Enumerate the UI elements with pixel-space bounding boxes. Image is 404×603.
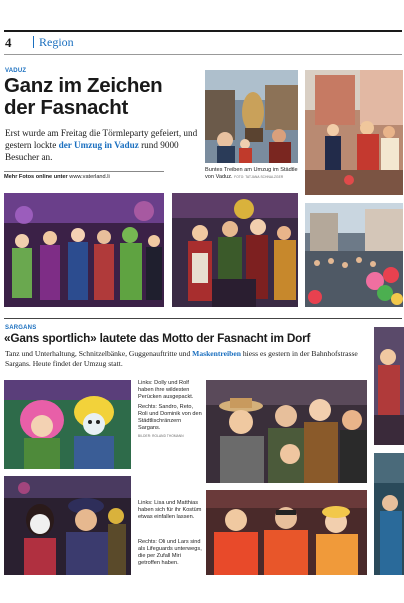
vaduz-lead-link[interactable]: der Umzug in Vaduz: [58, 140, 139, 150]
vaduz-lead-rule: [4, 171, 164, 172]
header-top-rule: [4, 30, 402, 32]
header-bottom-rule: [4, 54, 402, 55]
vaduz-caption-credit: FOTO: TATJANA SCHNALZGER: [234, 174, 284, 179]
sargans-lead: [5, 349, 367, 369]
vaduz-photo-monument: [205, 70, 298, 163]
vaduz-photo-party-group: [4, 193, 164, 307]
vaduz-more-photos-url[interactable]: www.vaterland.li: [69, 174, 110, 180]
vaduz-lead: [5, 127, 201, 163]
sargans-headline: [4, 331, 372, 345]
sargans-photo-dolly-rolf: [4, 380, 131, 469]
sargans-photo-edge-bottom: [374, 453, 404, 575]
vaduz-lead-text-2: rund 9000 Besucher an.: [5, 140, 179, 162]
sargans-photo-staedtlischraenzer: [206, 380, 367, 483]
sargans-headline-quote: «Gans sportlich»: [4, 331, 97, 345]
section-title: Region: [39, 35, 74, 49]
sargans-caption-1: Links: Dolly und Rolf haben ihre wildesten Perücken ausgepackt.: [138, 380, 194, 400]
sargans-lead-link[interactable]: Maskentreiben: [192, 349, 241, 358]
section-divider: [33, 36, 34, 48]
sargans-headline-rest: lautete das Motto der Fasnacht im Dorf: [99, 331, 311, 345]
vaduz-more-photos: [4, 174, 110, 180]
sargans-kicker: SARGANS: [5, 325, 37, 331]
sargans-caption-4: Rechts: Oli und Lars sind als Lifeguards unterwegs, die per Zufall Miri getroffen haben.: [138, 539, 202, 566]
page-number: 4: [5, 35, 12, 50]
vaduz-caption-top: [205, 167, 301, 180]
vaduz-photo-balloon-crowd: [305, 203, 403, 307]
sargans-lead-text-1: Tanz und Unterhaltung, Schnitzelbänke, Guggenauftritte und: [5, 349, 191, 358]
section-separator: [4, 318, 402, 319]
sargans-photo-lifeguards: [206, 490, 367, 575]
vaduz-kicker: VADUZ: [5, 68, 27, 74]
vaduz-headline-line1: Ganz im Zeichen: [4, 74, 163, 97]
vaduz-headline: [4, 75, 204, 119]
vaduz-more-photos-label: Mehr Fotos online unter: [4, 174, 68, 180]
vaduz-photo-costume-group: [172, 193, 298, 307]
vaduz-lead-text-1: Erst wurde am Freitag die Törmleparty gefeiert, und gestern lockte: [5, 128, 198, 150]
vaduz-caption-text: Buntes Treiben am Umzug im Städtle von Vaduz.: [205, 167, 298, 180]
vaduz-headline-line2: der Fasnacht: [4, 96, 128, 119]
vaduz-photo-parade-street: [305, 70, 403, 195]
sargans-photo-edge-top: [374, 327, 404, 445]
sargans-caption-2: [138, 404, 202, 440]
sargans-caption-3: Links: Lisa und Matthias haben sich für ihr Kostüm etwas einfallen lassen.: [138, 500, 202, 520]
sargans-caption-2-text: Rechts: Sandro, Reto, Roli und Dominik von den Städtlischränzern Sargans.: [138, 404, 202, 431]
sargans-lead-text-2: hiess es gestern in der Bahnhofstrasse Sargans. Heute findet der Umzug statt.: [5, 349, 358, 368]
sargans-caption-2-credit: BILDER: ROLAND THOMANN: [138, 434, 184, 438]
sargans-photo-lisa-matthias: [4, 476, 131, 575]
